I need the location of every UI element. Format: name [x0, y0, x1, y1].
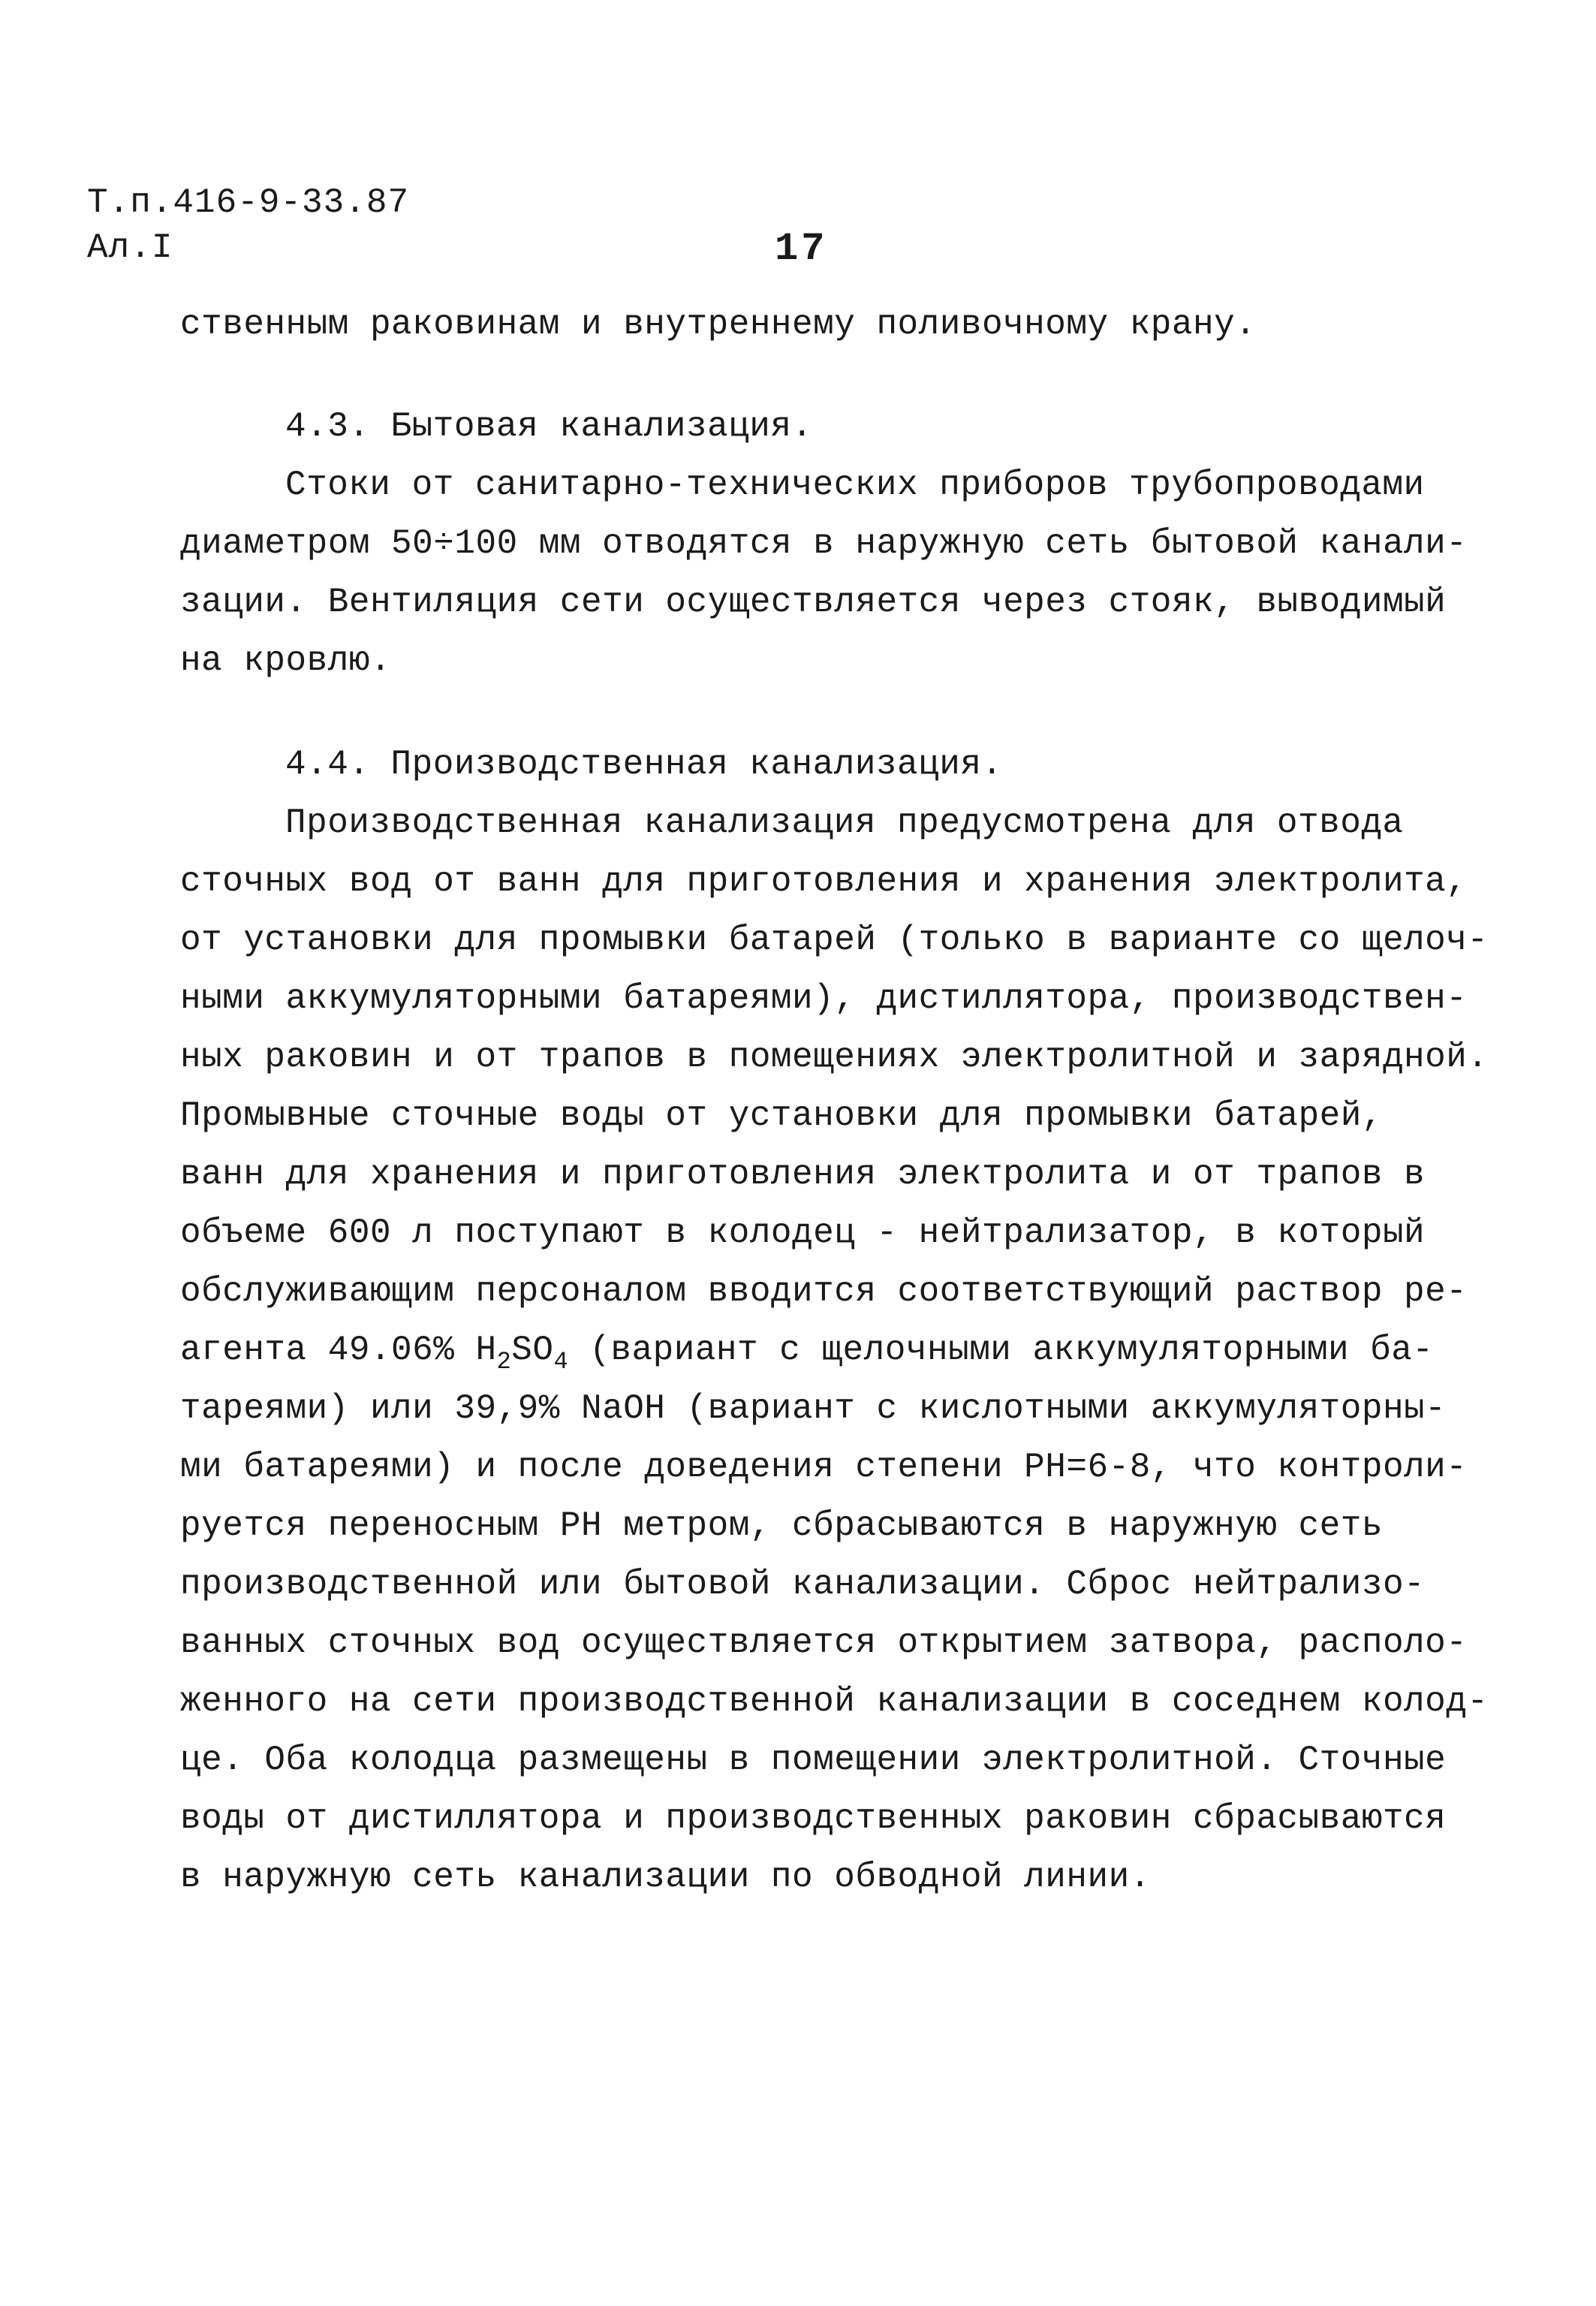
page-number: 17 — [775, 227, 828, 271]
section-heading-4-4: 4.4. Производственная канализация. — [285, 745, 1003, 784]
text-line-formula — [180, 1326, 1434, 1374]
text-line: в наружную сеть канализации по обводной линии. — [180, 1858, 1151, 1897]
doc-code-line-2: Ал.I — [87, 228, 173, 267]
subscript: 4 — [553, 1348, 569, 1376]
text-line: ванн для хранения и приготовления электролита и от трапов в — [180, 1155, 1426, 1194]
text-line: тареями) или 39,9% NaOH (вариант с кислотными аккумуляторны- — [180, 1389, 1447, 1428]
text-line: объеме 600 л поступают в колодец - нейтрализатор, в который — [180, 1213, 1426, 1252]
text-line: на кровлю. — [180, 641, 392, 680]
text-line: обслуживающим персоналом вводится соответствующий раствор ре- — [180, 1272, 1468, 1311]
text-line: ных раковин и от трапов в помещениях электролитной и зарядной. — [180, 1038, 1489, 1077]
formula-prefix: агента 49.06% H — [180, 1331, 497, 1370]
formula-so: SO — [511, 1331, 554, 1370]
text-line: зации. Вентиляция сети осуществляется через стояк, выводимый — [180, 583, 1447, 622]
text-line: диаметром 50÷100 мм отводятся в наружную сеть бытовой канали- — [180, 524, 1468, 563]
text-line: от установки для промывки батарей (только в варианте со щелоч- — [180, 921, 1489, 960]
text-line: Стоки от санитарно-технических приборов трубопроводами — [285, 466, 1425, 505]
text-line: ми батареями) и после доведения степени PH=6-8, что контроли- — [180, 1448, 1468, 1487]
document-code — [87, 180, 409, 270]
subscript: 2 — [496, 1348, 512, 1376]
text-line: Производственная канализация предусмотрена для отвода — [285, 803, 1404, 843]
text-line: ванных сточных вод осуществляется открытием затвора, располо- — [180, 1623, 1468, 1662]
section-heading-4-3: 4.3. Бытовая канализация. — [285, 407, 813, 446]
doc-code-line-1: Т.п.416-9-33.87 — [87, 183, 410, 222]
text-line: ственным раковинам и внутреннему поливочному крану. — [180, 305, 1257, 344]
text-line: це. Оба колодца размещены в помещении электролитной. Сточные — [180, 1741, 1447, 1780]
text-line: производственной или бытовой канализации. Сброс нейтрализо- — [180, 1565, 1426, 1604]
text-line: сточных вод от ванн для приготовления и хранения электролита, — [180, 862, 1468, 901]
text-line: ными аккумуляторными батареями), дистиллятора, производствен- — [180, 979, 1468, 1018]
text-line: Промывные сточные воды от установки для промывки батарей, — [180, 1096, 1383, 1135]
formula-suffix: (вариант с щелочными аккумуляторными ба- — [568, 1331, 1434, 1370]
text-line: руется переносным PH метром, сбрасываются в наружную сеть — [180, 1506, 1383, 1545]
text-line: воды от дистиллятора и производственных раковин сбрасываются — [180, 1799, 1447, 1838]
text-line: женного на сети производственной канализации в соседнем колод- — [180, 1682, 1489, 1721]
